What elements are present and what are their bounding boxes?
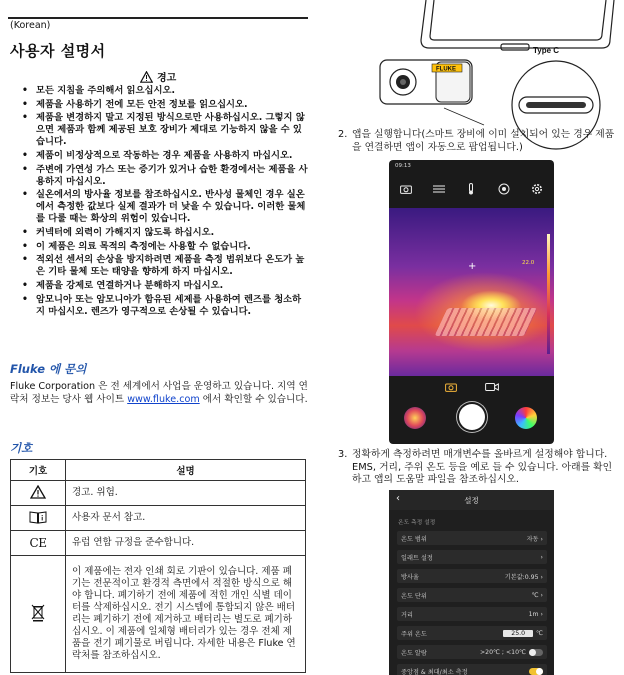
ambient-temp-input[interactable]: 25.0 xyxy=(503,630,533,637)
photo-mode-icon[interactable] xyxy=(445,382,457,392)
keyboard-thermal xyxy=(434,308,537,336)
warning-item: • 암모니아 또는 암모니아가 함유된 세제를 사용하여 렌즈를 청소하지 마십시오. 렌즈가 영구적으로 손상될 수 있습니다. xyxy=(20,294,310,318)
warning-triangle-icon xyxy=(30,485,46,499)
setting-palette[interactable]: 일래트 설정 › xyxy=(397,550,547,564)
fluke-thermal-dongle xyxy=(380,60,472,104)
thermal-image-view[interactable] xyxy=(389,208,554,376)
step-number: 3. xyxy=(338,449,348,460)
warning-triangle-icon xyxy=(140,71,153,83)
step-3 xyxy=(338,449,620,487)
warning-item: • 제품을 강제로 연결하거나 분해하지 마십시오. xyxy=(20,280,310,292)
shutter-button[interactable] xyxy=(459,404,485,430)
contact-text-before: Fluke Corporation 은 전 세계에서 사업을 운영하고 있습니다. 지역 연락처 정보는 당사 웹 사이트 xyxy=(10,381,308,405)
capture-mode-switch xyxy=(389,380,554,394)
symbols-table xyxy=(10,459,306,673)
setting-distance[interactable]: 거리 1m › xyxy=(397,607,547,621)
palette-thumbnail-button[interactable] xyxy=(404,407,426,429)
step-2 xyxy=(338,129,616,154)
center-crosshair-icon: + xyxy=(468,261,477,272)
type-c-label: Type C xyxy=(533,46,560,55)
device-connection-illustration xyxy=(366,0,616,150)
warning-item: • 모든 지침을 주의해서 읽으십시오. xyxy=(20,85,310,97)
symbol-description: 이 제품에는 전자 인쇄 회로 기판이 있습니다. 제품 폐기는 전문적이고 환경적 측면에서 적절한 방식으로 해야 합니다. 폐기하기 전에 제품에 적힌 개인 식별 데이터를 삭제하십시오. 전기 시스템에 통합되지 않은 배터리는 폐기하기 전에 제거하고 배터리는 별도로 폐기하십시오. 이 제품에 일체형 배터리가 있는 경우 전체 제품을 전기 폐기물로 버립니다. 자세한 내용은 Fluke 연락처를 참조하십시오. xyxy=(66,556,306,673)
center-minmax-toggle[interactable] xyxy=(529,668,543,675)
setting-emissivity[interactable]: 방사율 기본값:0.95 › xyxy=(397,569,547,583)
document-title: 사용자 설명서 xyxy=(10,42,106,60)
setting-center-minmax: 중앙점 & 최대/최소 측정 xyxy=(397,664,547,675)
color-scale-bar xyxy=(547,234,550,354)
settings-gear-icon[interactable] xyxy=(531,183,543,195)
contact-paragraph xyxy=(10,380,308,406)
thermometer-icon[interactable] xyxy=(466,183,476,195)
temp-alarm-toggle[interactable] xyxy=(529,649,543,656)
setting-temp-unit[interactable]: 온도 단위 ℃ › xyxy=(397,588,547,602)
weee-crossed-bin-icon xyxy=(31,604,45,622)
symbols-heading: 기호 xyxy=(10,441,33,455)
warning-item: • 제품이 비정상적으로 작동하는 경우 제품을 사용하지 마십시오. xyxy=(20,150,310,162)
symbol-description: 사용자 문서 참고. xyxy=(66,506,306,531)
warning-list xyxy=(20,85,310,319)
sliders-icon[interactable] xyxy=(433,184,445,194)
setting-temp-alarm: 온도 알람 >20℃ ; <10℃ xyxy=(397,645,547,659)
spot-temperature: 22.0 xyxy=(522,260,535,266)
table-row xyxy=(11,481,306,506)
fluke-website-link[interactable]: www.fluke.com xyxy=(127,394,200,405)
top-rule xyxy=(8,17,308,19)
app-toolbar xyxy=(389,174,554,204)
settings-section-label: 온도 측정 설정 xyxy=(398,520,436,526)
thermal-app-screen xyxy=(389,160,554,444)
video-mode-icon[interactable] xyxy=(485,382,499,392)
settings-header xyxy=(389,490,554,510)
warning-item: • 제품을 사용하기 전에 모든 안전 정보를 읽으십시오. xyxy=(20,99,310,111)
warning-item: • 이 제품은 의료 목적의 측정에는 사용할 수 없습니다. xyxy=(20,241,310,253)
language-label: (Korean) xyxy=(10,20,51,31)
settings-title: 설정 xyxy=(464,496,479,505)
symbols-table-header xyxy=(11,460,306,481)
contact-heading: Fluke 에 문의 xyxy=(10,362,87,376)
warning-item: • 커넥터에 외력이 가해지지 않도록 하십시오. xyxy=(20,227,310,239)
status-time: 09:13 xyxy=(395,163,411,169)
step-text: 앱을 실행합니다(스마트 장비에 이미 설치되어 있는 경우 제품을 연결하면 앱이 자동으로 팝업됩니다.) xyxy=(352,129,615,153)
user-manual-icon xyxy=(29,510,47,524)
setting-temp-range[interactable]: 온도 범위 자동 › xyxy=(397,531,547,545)
warning-heading xyxy=(140,69,176,84)
step-number: 2. xyxy=(338,129,348,140)
symbol-description: 유럽 연합 규정을 준수합니다. xyxy=(66,531,306,556)
warning-item: • 주변에 가연성 가스 또는 증기가 있거나 습한 환경에서는 제품을 사용하지 마십시오. xyxy=(20,164,310,188)
settings-screen xyxy=(389,490,554,675)
warning-item: • 제품을 변경하지 말고 지정된 방식으로만 사용하십시오. 그렇지 않으면 제품과 함께 제공된 보호 장비가 제대로 기능하지 않을 수 있습니다. xyxy=(20,112,310,148)
description-column-header: 설명 xyxy=(66,460,306,481)
camera-icon[interactable] xyxy=(400,184,412,194)
step-text: 정확하게 측정하려면 매개변수를 올바르게 설정해야 합니다. EMS, 거리, 주위 온도 등을 예로 들 수 있습니다. 아래를 확인하고 앱의 도움말 파일을 참조하십시오. xyxy=(352,449,613,485)
back-chevron-icon[interactable]: ‹ xyxy=(396,493,400,504)
table-row xyxy=(11,506,306,531)
color-palette-button[interactable] xyxy=(515,407,537,429)
warning-item: • 적외선 센서의 손상을 방지하려면 제품을 측정 범위보다 온도가 높은 기타 물체 또는 태양을 향하게 하지 마십시오. xyxy=(20,254,310,278)
table-row xyxy=(11,531,306,556)
warning-item: • 실온에서의 방사율 정보를 참조하십시오. 반사성 물체인 경우 실온에서 측정한 값보다 실제 결과가 더 낮을 수 있습니다. 이러한 물체를 다룰 때는 화상의 위험이 있습니다. xyxy=(20,189,310,225)
fluke-brand-label: FLUKE xyxy=(436,66,456,73)
target-icon[interactable] xyxy=(498,183,510,195)
ce-mark-icon: CE xyxy=(29,536,47,550)
symbol-description: 경고. 위험. xyxy=(66,481,306,506)
symbol-column-header: 기호 xyxy=(11,460,66,481)
contact-text-after: 에서 확인할 수 있습니다. xyxy=(199,394,308,405)
setting-ambient-temp: 주위 온도 25.0 ℃ xyxy=(397,626,547,640)
warning-heading-text: 경고 xyxy=(157,73,177,84)
table-row xyxy=(11,556,306,673)
